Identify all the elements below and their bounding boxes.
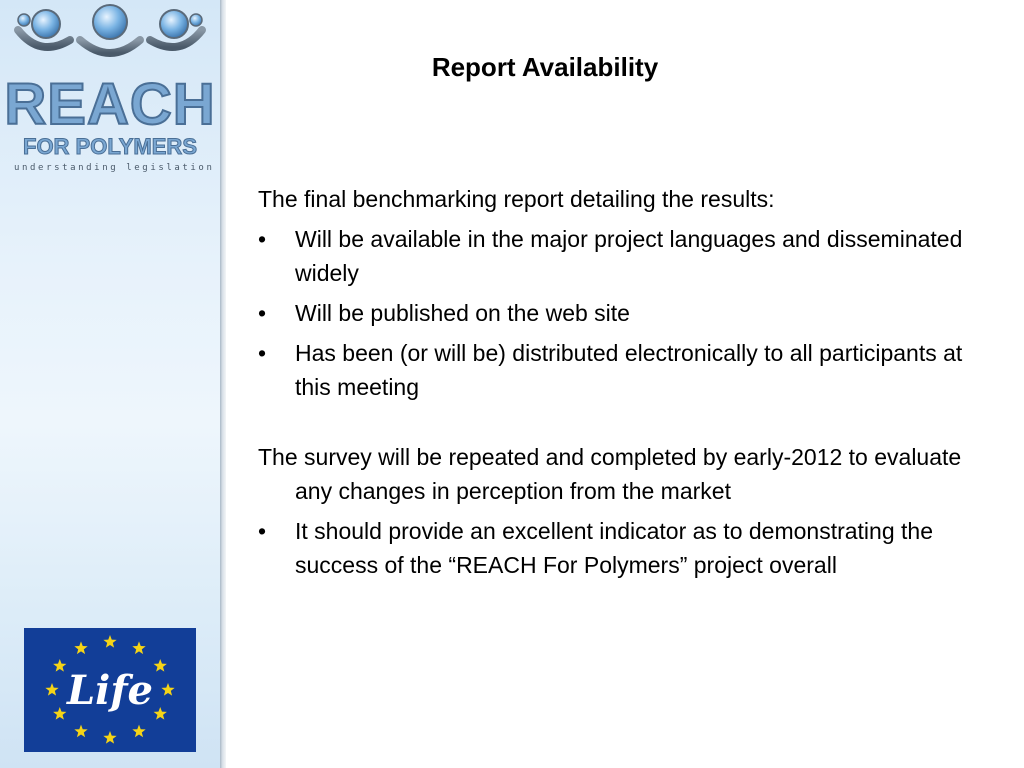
bullet-icon: • bbox=[258, 226, 267, 252]
star-icon bbox=[74, 725, 87, 738]
bullet-icon: • bbox=[258, 300, 267, 326]
star-icon bbox=[154, 659, 167, 672]
logo-graphic bbox=[0, 0, 220, 190]
star-icon bbox=[103, 635, 116, 648]
list-item bbox=[258, 336, 978, 404]
bullet-text: Will be published on the web site bbox=[295, 300, 630, 326]
life-logo-text: Life bbox=[67, 667, 153, 714]
bullet-list-2 bbox=[258, 514, 978, 582]
eu-life-emblem bbox=[24, 628, 196, 752]
star-icon bbox=[132, 641, 145, 654]
star-icon bbox=[53, 707, 66, 720]
star-icon bbox=[53, 659, 66, 672]
life-logo-graphic bbox=[24, 628, 196, 752]
bullet-icon: • bbox=[258, 518, 267, 544]
logo-brand-text: REACH bbox=[4, 72, 216, 137]
star-icon bbox=[45, 683, 58, 696]
bullet-text: Will be available in the major project languages and disseminated widely bbox=[295, 226, 963, 286]
star-icon bbox=[132, 725, 145, 738]
star-icon bbox=[103, 731, 116, 744]
logo-subbrand-text: FOR POLYMERS bbox=[23, 134, 197, 159]
list-item bbox=[258, 296, 978, 330]
star-icon bbox=[161, 683, 174, 696]
slide-title: Report Availability bbox=[431, 52, 659, 82]
sidebar-divider bbox=[220, 0, 226, 768]
list-item bbox=[258, 514, 978, 582]
logo-tagline: understanding legislation bbox=[14, 163, 215, 173]
reach-for-polymers-logo bbox=[0, 0, 220, 190]
bullet-text: It should provide an excellent indicator as to demonstrating the success of the “REACH For Polymers” project overall bbox=[295, 518, 933, 578]
bullet-text: Has been (or will be) distributed electronically to all participants at this meeting bbox=[295, 340, 963, 400]
survey-paragraph: The survey will be repeated and completed by early-2012 to evaluate any changes in perception from the market bbox=[258, 444, 962, 504]
list-item bbox=[258, 222, 978, 290]
intro-text: The final benchmarking report detailing the results: bbox=[258, 186, 775, 212]
bullet-list-1 bbox=[258, 222, 978, 404]
star-icon bbox=[74, 641, 87, 654]
sidebar-panel bbox=[0, 0, 220, 768]
star-icon bbox=[154, 707, 167, 720]
slide-body bbox=[258, 182, 978, 588]
bullet-icon: • bbox=[258, 340, 267, 366]
